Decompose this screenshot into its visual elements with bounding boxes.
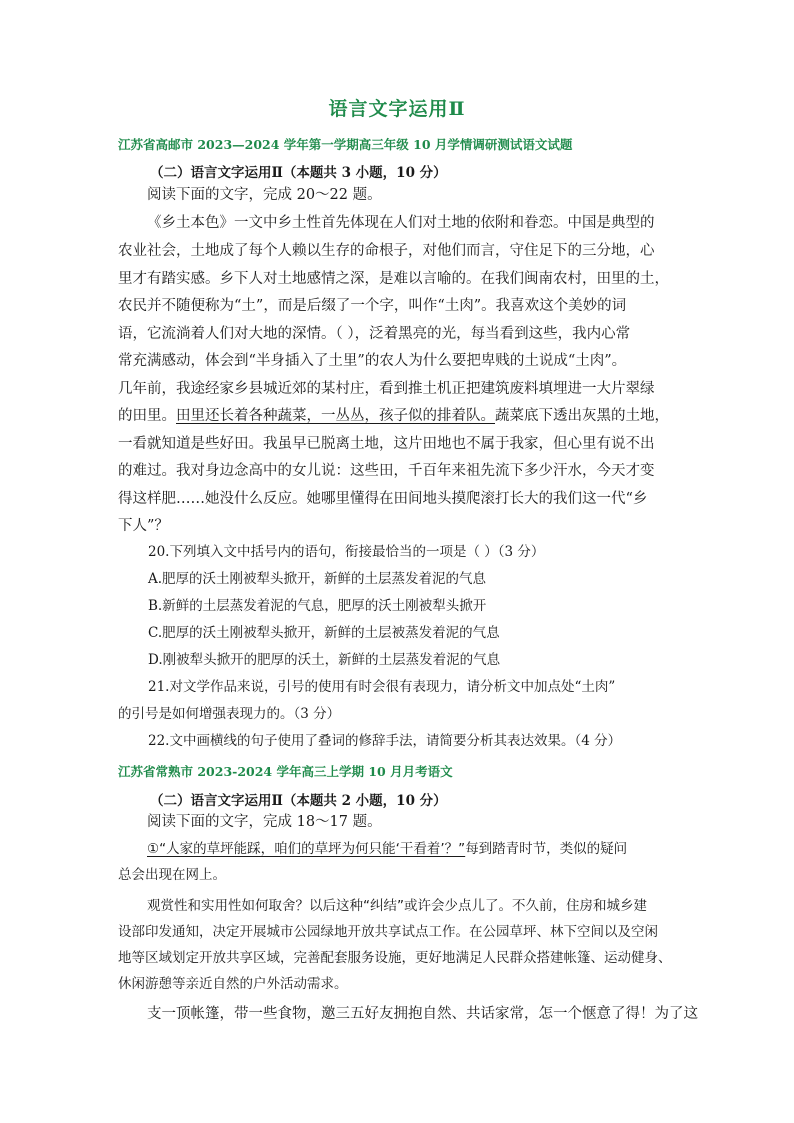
passage-text: 每到踏青时节，类似的疑问 xyxy=(465,841,628,857)
page-title: 语言文字运用Ⅱ xyxy=(328,98,466,120)
question-20: 20.下列填入文中括号内的语句，衔接最恰当的一项是（ ）（3 分） xyxy=(148,544,545,560)
passage-line: 观赏性和实用性如何取舍？以后这种“纠结”或许会少点儿了。不久前，住房和城乡建 xyxy=(147,898,647,914)
passage-line: 几年前，我途经家乡县城近郊的某村庄，看到推土机正把建筑废料填埋进一大片翠绿 xyxy=(118,381,655,397)
option-d: D.刚被犁头掀开的肥厚的沃土，新鲜的土层蒸发着泥的气息 xyxy=(148,652,501,668)
section-heading-2: （二）语言文字运用Ⅱ（本题共 2 小题，10 分） xyxy=(150,793,447,809)
source-heading-changshu: 江苏省常熟市 2023-2024 学年高三上学期 10 月月考语文 xyxy=(118,764,453,779)
option-c: C.肥厚的沃土刚被犁头掀开，新鲜的土层被蒸发着泥的气息 xyxy=(148,625,500,641)
question-21-cont: 的引号是如何增强表现力的。（3 分） xyxy=(118,706,341,722)
passage-line: 设部印发通知，决定开展城市公园绿地开放共享试点工作。在公园草坪、林下空间以及空闲 xyxy=(118,924,658,940)
passage-line: 《乡土本色》一文中乡土性首先体现在人们对土地的依附和眷恋。中国是典型的 xyxy=(147,215,655,231)
passage-line: 语，它流淌着人们对大地的深情。（ ），泛着黑亮的光，每当看到这些，我内心常 xyxy=(118,326,631,342)
source-heading-gaoyou: 江苏省高邮市 2023—2024 学年第一学期高三年级 10 月学情调研测试语文试题 xyxy=(118,137,573,152)
passage-line: 里才有踏实感。乡下人对土地感情之深，是难以言喻的。在我们闽南农村，田里的土， xyxy=(118,271,669,287)
passage-line: 总会出现在网上。 xyxy=(118,867,226,883)
passage-line: 农民并不随便称为“土”，而是后缀了一个字，叫作“土肉”。我喜欢这个美妙的词 xyxy=(118,298,627,314)
passage-line: 下人”？ xyxy=(118,518,169,534)
passage-line-underlined xyxy=(147,843,627,857)
passage-line: 得这样肥……她没什么反应。她哪里懂得在田间地头摸爬滚打长大的我们这一代“乡 xyxy=(118,491,648,507)
instruction-1: 阅读下面的文字，完成 20～22 题。 xyxy=(147,187,382,203)
passage-line: 农业社会，土地成了每个人赖以生存的命根子，对他们而言，守住足下的三分地，心 xyxy=(118,243,655,259)
question-21: 21.对文学作品来说，引号的使用有时会很有表现力，请分析文中加点处“土肉” xyxy=(148,679,616,695)
passage-line-underlined xyxy=(118,409,669,424)
option-b: B.新鲜的土层蒸发着泥的气息，肥厚的沃土刚被犁头掀开 xyxy=(148,598,487,614)
passage-line: 的难过。我对身边念高中的女儿说：这些田，千百年来祖先流下多少汗水，今天才变 xyxy=(118,463,655,479)
instruction-2: 阅读下面的文字，完成 18～17 题。 xyxy=(147,814,382,830)
passage-line: 休闲游憩等亲近自然的户外活动需求。 xyxy=(118,976,348,992)
passage-line: 支一顶帐篷，带一些食物，邀三五好友拥抱自然、共话家常，怎一个惬意了得！为了这 xyxy=(147,1006,698,1022)
passage-text: 蔬菜底下透出灰黑的土地， xyxy=(495,408,669,424)
underlined-sentence: ①“人家的草坪能踩，咱们的草坪为何只能‘干看着’？” xyxy=(147,841,466,857)
underlined-sentence: 田里还长着各种蔬菜，一丛丛，孩子似的排着队。 xyxy=(176,408,495,424)
section-heading-1: （二）语言文字运用Ⅱ（本题共 3 小题，10 分） xyxy=(150,165,447,181)
option-a: A.肥厚的沃土刚被犁头掀开，新鲜的土层蒸发着泥的气息 xyxy=(148,571,487,587)
question-22: 22.文中画横线的句子使用了叠词的修辞手法，请简要分析其表达效果。（4 分） xyxy=(148,733,622,749)
passage-text: 的田里。 xyxy=(118,408,176,424)
passage-line: 常充满感动，体会到“半身插入了土里”的农人为什么要把卑贱的土说成“土肉”。 xyxy=(118,353,627,369)
passage-line: 地等区域划定开放共享区域，完善配套服务设施，更好地满足人民群众搭建帐篷、运动健身、 xyxy=(118,950,672,966)
passage-line: 一看就知道是些好田。我虽早已脱离土地，这片田地也不属于我家，但心里有说不出 xyxy=(118,436,655,452)
